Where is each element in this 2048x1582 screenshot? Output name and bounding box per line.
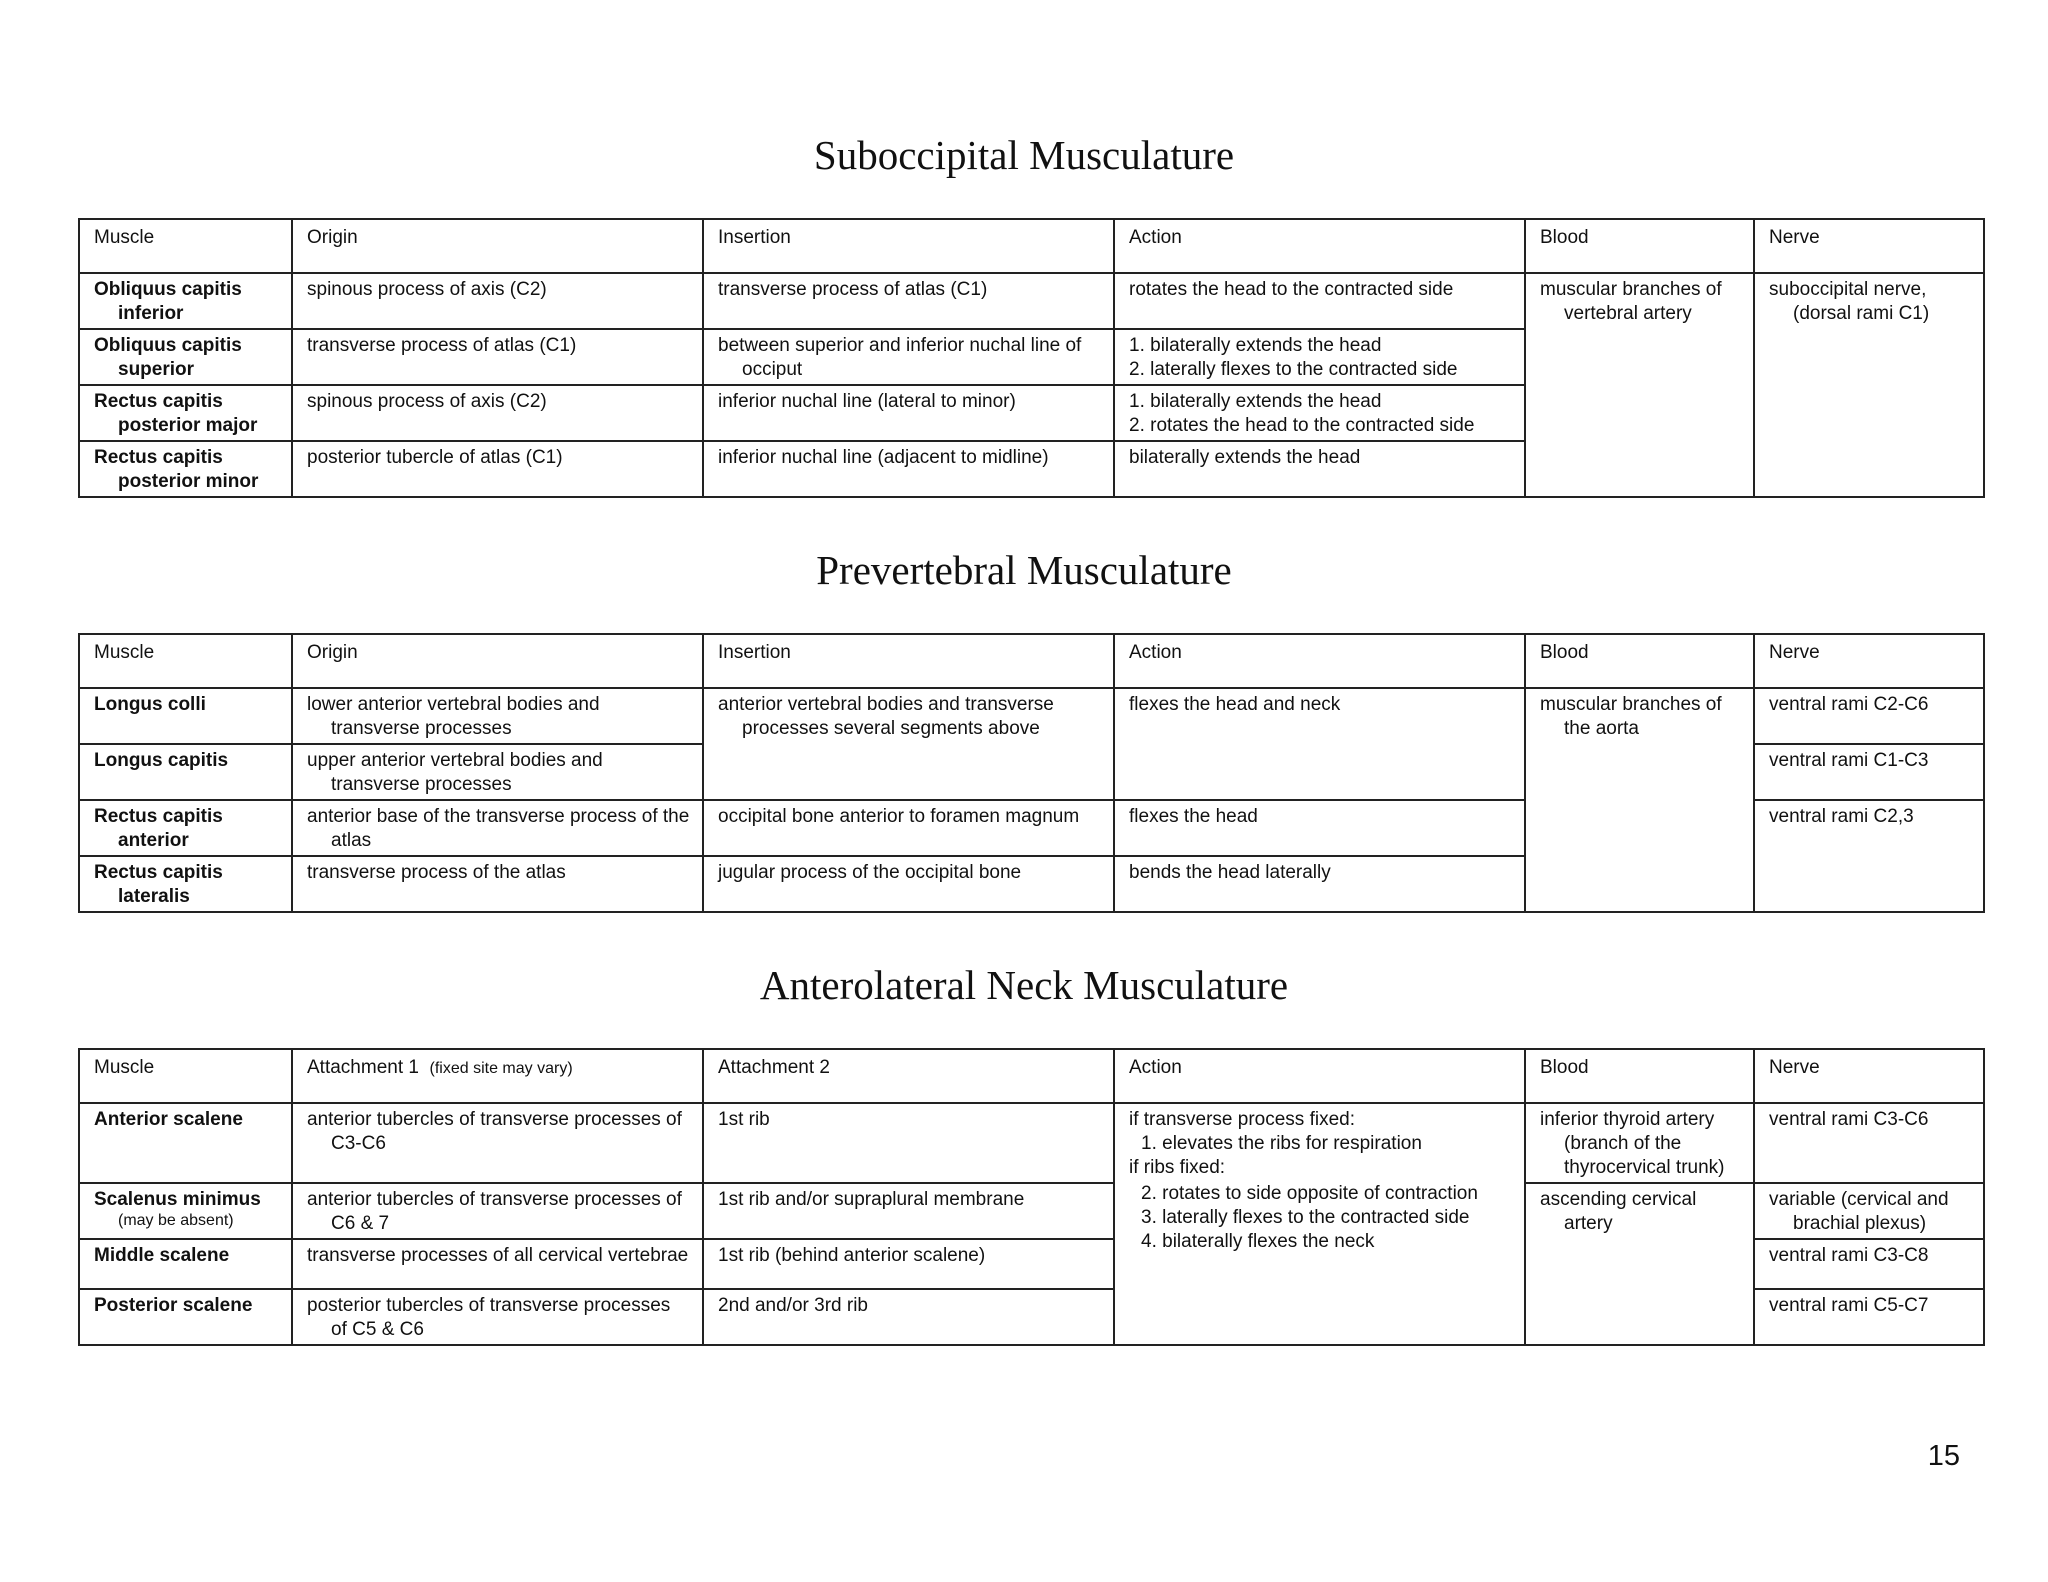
column-header: Insertion [703, 219, 1114, 273]
muscle-cell [79, 441, 292, 497]
insertion-text: inferior nuchal line (adjacent to midline) [718, 447, 1049, 468]
attachment2-cell [703, 1239, 1114, 1289]
attachment1-text: posterior tubercles of transverse processes of C5 & C6 [307, 1295, 671, 1340]
column-header: Insertion [703, 634, 1114, 688]
insertion-text: jugular process of the occipital bone [718, 862, 1022, 883]
nerve-text: suboccipital nerve, (dorsal rami C1) [1769, 279, 1930, 324]
insertion-cell [703, 856, 1114, 912]
origin-text: spinous process of axis (C2) [307, 391, 547, 412]
column-header: Origin [292, 219, 703, 273]
insertion-cell [703, 273, 1114, 329]
action-line: 4. bilaterally flexes the neck [1141, 1231, 1375, 1252]
column-header-label: Attachment 1 [307, 1057, 419, 1078]
origin-cell [292, 688, 703, 744]
muscle-cell [79, 385, 292, 441]
attachment1-text: transverse processes of all cervical vertebrae [307, 1245, 689, 1266]
nerve-cell [1754, 800, 1984, 912]
action-cell [1114, 273, 1525, 329]
insertion-cell [703, 688, 1114, 800]
muscle-name: Middle scalene [94, 1245, 230, 1266]
attachment2-cell [703, 1289, 1114, 1345]
attachment2-cell [703, 1183, 1114, 1239]
nerve-cell [1754, 273, 1984, 497]
origin-cell [292, 273, 703, 329]
insertion-text: transverse process of atlas (C1) [718, 279, 988, 300]
attachment1-cell [292, 1103, 703, 1183]
insertion-text: inferior nuchal line (lateral to minor) [718, 391, 1016, 412]
origin-text: anterior base of the transverse process of the atlas [307, 806, 690, 851]
attachment1-text: anterior tubercles of transverse processes of C3-C6 [307, 1109, 682, 1154]
nerve-cell [1754, 1239, 1984, 1289]
section-title-suboccipital: Suboccipital Musculature [813, 132, 1235, 178]
origin-text: lower anterior vertebral bodies and transverse processes [307, 694, 600, 739]
muscle-name: Longus colli [94, 694, 206, 715]
table-header-row [79, 634, 1984, 688]
action-text: bilaterally extends the head [1129, 447, 1361, 468]
action-text: rotates the head to the contracted side [1129, 279, 1454, 300]
column-header: Attachment 2 [703, 1049, 1114, 1103]
column-header: Muscle [79, 634, 292, 688]
prevertebral-table [78, 633, 1985, 913]
action-line: 2. rotates to side opposite of contraction [1141, 1183, 1478, 1204]
attachment2-text: 1st rib (behind anterior scalene) [718, 1245, 986, 1266]
action-text: bends the head laterally [1129, 862, 1331, 883]
action-cell [1114, 329, 1525, 385]
origin-text: transverse process of the atlas [307, 862, 566, 883]
insertion-cell [703, 329, 1114, 385]
nerve-cell [1754, 744, 1984, 800]
page-number: 15 [1927, 1440, 1960, 1472]
muscle-note: (may be absent) [118, 1212, 234, 1229]
blood-text: inferior thyroid artery (branch of the thyrocervical trunk) [1540, 1109, 1725, 1178]
column-header: Blood [1525, 1049, 1754, 1103]
attachment1-cell [292, 1183, 703, 1239]
action-cell [1114, 1103, 1525, 1345]
muscle-name: Longus capitis [94, 750, 229, 771]
table-header-row [79, 1049, 1984, 1103]
action-cell [1114, 688, 1525, 800]
action-line: 1. bilaterally extends the head [1129, 391, 1382, 412]
attachment1-cell [292, 1289, 703, 1345]
table-row [79, 273, 1984, 329]
blood-text: ascending cervical artery [1540, 1189, 1697, 1234]
nerve-text: variable (cervical and brachial plexus) [1769, 1189, 1949, 1234]
muscle-name: Scalenus minimus [94, 1189, 261, 1210]
muscle-name: Anterior scalene [94, 1109, 243, 1130]
origin-cell [292, 800, 703, 856]
action-line: 1. elevates the ribs for respiration [1141, 1133, 1422, 1154]
muscle-cell [79, 688, 292, 744]
nerve-text: ventral rami C2-C6 [1769, 694, 1929, 715]
origin-text: transverse process of atlas (C1) [307, 335, 577, 356]
nerve-cell [1754, 1103, 1984, 1183]
origin-text: posterior tubercle of atlas (C1) [307, 447, 563, 468]
nerve-text: ventral rami C5-C7 [1769, 1295, 1929, 1316]
muscle-cell [79, 744, 292, 800]
muscle-cell [79, 856, 292, 912]
muscle-cell [79, 1183, 292, 1239]
column-header: Action [1114, 634, 1525, 688]
origin-cell [292, 329, 703, 385]
muscle-cell [79, 329, 292, 385]
attachment2-text: 1st rib [718, 1109, 770, 1130]
column-header: Action [1114, 1049, 1525, 1103]
table-row [79, 688, 1984, 744]
column-header [292, 1049, 703, 1103]
blood-cell [1525, 273, 1754, 497]
column-header: Origin [292, 634, 703, 688]
nerve-cell [1754, 688, 1984, 744]
muscle-cell [79, 1239, 292, 1289]
nerve-text: ventral rami C3-C6 [1769, 1109, 1929, 1130]
insertion-cell [703, 800, 1114, 856]
origin-cell [292, 744, 703, 800]
action-line: 3. laterally flexes to the contracted side [1141, 1207, 1470, 1228]
blood-text: muscular branches of the aorta [1540, 694, 1722, 739]
table-row [79, 1103, 1984, 1183]
origin-cell [292, 856, 703, 912]
attachment1-cell [292, 1239, 703, 1289]
action-cell [1114, 856, 1525, 912]
muscle-cell [79, 1103, 292, 1183]
attachment2-text: 2nd and/or 3rd rib [718, 1295, 868, 1316]
column-header: Action [1114, 219, 1525, 273]
nerve-cell [1754, 1289, 1984, 1345]
table-row [79, 1183, 1984, 1239]
muscle-name: Posterior scalene [94, 1295, 253, 1316]
column-header: Nerve [1754, 219, 1984, 273]
origin-cell [292, 441, 703, 497]
nerve-text: ventral rami C2,3 [1769, 806, 1914, 827]
muscle-name: Rectus capitis posterior minor [94, 447, 259, 492]
nerve-cell [1754, 1183, 1984, 1239]
insertion-cell [703, 441, 1114, 497]
column-header: Muscle [79, 1049, 292, 1103]
column-header: Nerve [1754, 634, 1984, 688]
muscle-cell [79, 800, 292, 856]
table-header-row [79, 219, 1984, 273]
origin-text: spinous process of axis (C2) [307, 279, 547, 300]
action-text: flexes the head and neck [1129, 694, 1341, 715]
action-line: 2. rotates the head to the contracted side [1129, 415, 1475, 436]
muscle-name: Rectus capitis anterior [94, 806, 223, 851]
muscle-name: Rectus capitis lateralis [94, 862, 223, 907]
nerve-text: ventral rami C3-C8 [1769, 1245, 1929, 1266]
action-line: if ribs fixed: [1129, 1157, 1226, 1178]
section-title-prevertebral: Prevertebral Musculature [816, 547, 1232, 593]
attachment2-cell [703, 1103, 1114, 1183]
muscle-name: Rectus capitis posterior major [94, 391, 258, 436]
column-header-note: (fixed site may vary) [429, 1060, 573, 1077]
action-cell [1114, 385, 1525, 441]
blood-cell [1525, 1183, 1754, 1345]
action-line: 2. laterally flexes to the contracted side [1129, 359, 1458, 380]
origin-cell [292, 385, 703, 441]
muscle-name: Obliquus capitis inferior [94, 279, 242, 324]
blood-cell [1525, 688, 1754, 912]
anterolateral-table [78, 1048, 1985, 1346]
column-header: Blood [1525, 634, 1754, 688]
insertion-cell [703, 385, 1114, 441]
section-title-anterolateral: Anterolateral Neck Musculature [759, 962, 1289, 1008]
action-text: flexes the head [1129, 806, 1258, 827]
action-cell [1114, 800, 1525, 856]
muscle-cell [79, 1289, 292, 1345]
attachment1-text: anterior tubercles of transverse processes of C6 & 7 [307, 1189, 682, 1234]
nerve-text: ventral rami C1-C3 [1769, 750, 1929, 771]
column-header: Muscle [79, 219, 292, 273]
blood-cell [1525, 1103, 1754, 1183]
action-line: if transverse process fixed: [1129, 1109, 1355, 1130]
muscle-name: Obliquus capitis superior [94, 335, 242, 380]
attachment2-text: 1st rib and/or supraplural membrane [718, 1189, 1025, 1210]
column-header: Blood [1525, 219, 1754, 273]
muscle-cell [79, 273, 292, 329]
insertion-text: occipital bone anterior to foramen magnum [718, 806, 1080, 827]
column-header: Nerve [1754, 1049, 1984, 1103]
action-cell [1114, 441, 1525, 497]
insertion-text: anterior vertebral bodies and transverse processes several segments above [718, 694, 1054, 739]
action-line: 1. bilaterally extends the head [1129, 335, 1382, 356]
blood-text: muscular branches of vertebral artery [1540, 279, 1722, 324]
origin-text: upper anterior vertebral bodies and transverse processes [307, 750, 603, 795]
suboccipital-table [78, 218, 1985, 498]
insertion-text: between superior and inferior nuchal line of occiput [718, 335, 1082, 380]
